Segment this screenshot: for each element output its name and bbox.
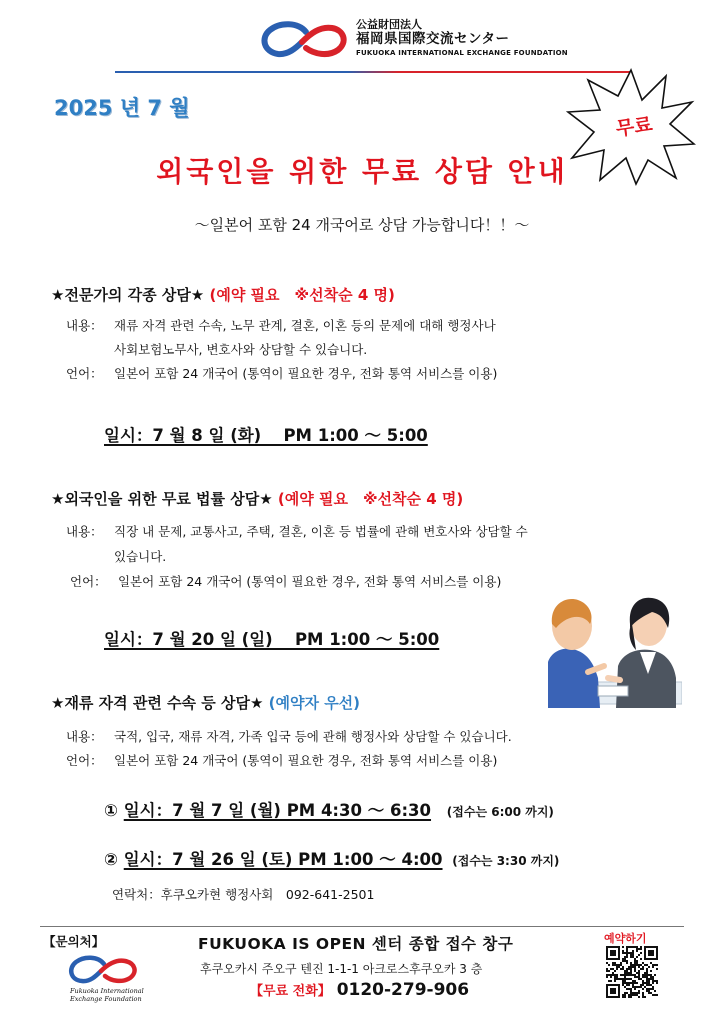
org-name: 福岡県国際交流センター — [356, 31, 510, 47]
slot-1-number: ① — [104, 801, 118, 820]
slot-2-note: (접수는 3:30 까지) — [452, 854, 560, 868]
section-2-tag: (예약 필요 ※선착순 4 명) — [277, 490, 464, 508]
free-badge-label: 무료 — [614, 113, 654, 141]
slot-1-datetime: 일시：7 월 7 일 (월) PM 4:30 ～ 6:30 — [123, 801, 432, 820]
page-title: 외국인을 위한 무료 상담 안내 — [156, 155, 568, 188]
slot-1-note: (접수는 6:00 까지) — [446, 805, 554, 819]
section-1-content-1: 재류 자격 관련 수속, 노무 관계, 결혼, 이혼 등의 문제에 대해 행정사나 — [114, 318, 496, 333]
section-1-lang: 일본어 포함 24 개국어 (통역이 필요한 경우, 전화 통역 서비스를 이용) — [114, 366, 498, 381]
header-divider — [115, 71, 631, 73]
section-3-lang-label: 언어： — [66, 753, 103, 768]
year-month-heading: 2025 년 7 월 — [54, 96, 190, 120]
footer-logo-text-1: Fukuoka International — [70, 987, 144, 995]
section-2-datetime: 일시：7 월 20 일 (일) PM 1:00 ～ 5:00 — [104, 630, 440, 649]
section-2-content-2: 있습니다. — [114, 549, 167, 564]
consultation-illustration-icon — [548, 594, 682, 708]
footer-logo-icon — [66, 954, 140, 986]
section-3-tag: (예약자 우선) — [268, 694, 361, 712]
section-3-content-1: 국적, 입국, 재류 자격, 가족 입국 등에 관해 행정사와 상담할 수 있습니다. — [114, 729, 512, 744]
center-address: 후쿠오카시 주오구 텐진 1-1-1 아크로스후쿠오카 3 층 — [200, 962, 483, 976]
section-3-slot-2 — [104, 846, 559, 870]
section-3-heading — [51, 692, 360, 713]
reserve-label: 예약하기 — [604, 932, 647, 945]
section-3-contact: 연락처：후쿠오카현 행정사회 092-641-2501 — [112, 887, 375, 902]
section-2-lang-label: 언어： — [70, 574, 107, 589]
org-type: 公益財団法人 — [356, 18, 422, 31]
footer-logo-text-2: Exchange Foundation — [70, 995, 142, 1003]
section-1-datetime: 일시：7 월 8 일 (화) PM 1:00 ～ 5:00 — [104, 426, 428, 445]
slot-2-number: ② — [104, 850, 118, 869]
page-subtitle: ～일본어 포함 24 개국어로 상담 가능합니다！！～ — [194, 216, 530, 234]
section-3-content-label: 내용： — [66, 729, 103, 744]
phone-label: 【무료 전화】 — [250, 984, 331, 999]
section-2-heading — [51, 488, 463, 509]
section-3-lang: 일본어 포함 24 개국어 (통역이 필요한 경우, 전화 통역 서비스를 이용) — [114, 753, 498, 768]
section-1-heading — [51, 284, 395, 305]
section-3-title: ★재류 자격 관련 수속 등 상담★ — [51, 694, 264, 712]
org-name-en: FUKUOKA INTERNATIONAL EXCHANGE FOUNDATION — [356, 49, 568, 57]
section-2-content-1: 직장 내 문제, 교통사고, 주택, 결혼, 이혼 등 법률에 관해 변호사와 상담할 수 — [114, 524, 528, 539]
center-phone — [250, 980, 469, 1000]
qr-code-icon[interactable] — [606, 946, 658, 998]
section-2-lang: 일본어 포함 24 개국어 (통역이 필요한 경우, 전화 통역 서비스를 이용) — [118, 574, 502, 589]
section-1-lang-label: 언어： — [66, 366, 103, 381]
inquiry-label: 【문의처】 — [43, 934, 105, 949]
phone-number: 0120-279-906 — [336, 980, 470, 1000]
section-1-content-2: 사회보험노무사, 변호사와 상담할 수 있습니다. — [114, 342, 368, 357]
fiefo-logo-icon — [258, 20, 350, 60]
section-3-slot-1 — [104, 797, 554, 821]
footer-divider — [40, 926, 684, 927]
center-title: FUKUOKA IS OPEN 센터 종합 접수 창구 — [198, 935, 514, 953]
section-2-content-label: 내용： — [66, 524, 103, 539]
section-1-title: ★전문가의 각종 상담★ — [51, 286, 205, 304]
section-1-tag: (예약 필요 ※선착순 4 명) — [209, 286, 395, 304]
slot-2-datetime: 일시：7 월 26 일 (토) PM 1:00 ～ 4:00 — [123, 850, 443, 869]
section-1-content-label: 내용： — [66, 318, 103, 333]
section-2-title: ★외국인을 위한 무료 법률 상담★ — [51, 490, 273, 508]
